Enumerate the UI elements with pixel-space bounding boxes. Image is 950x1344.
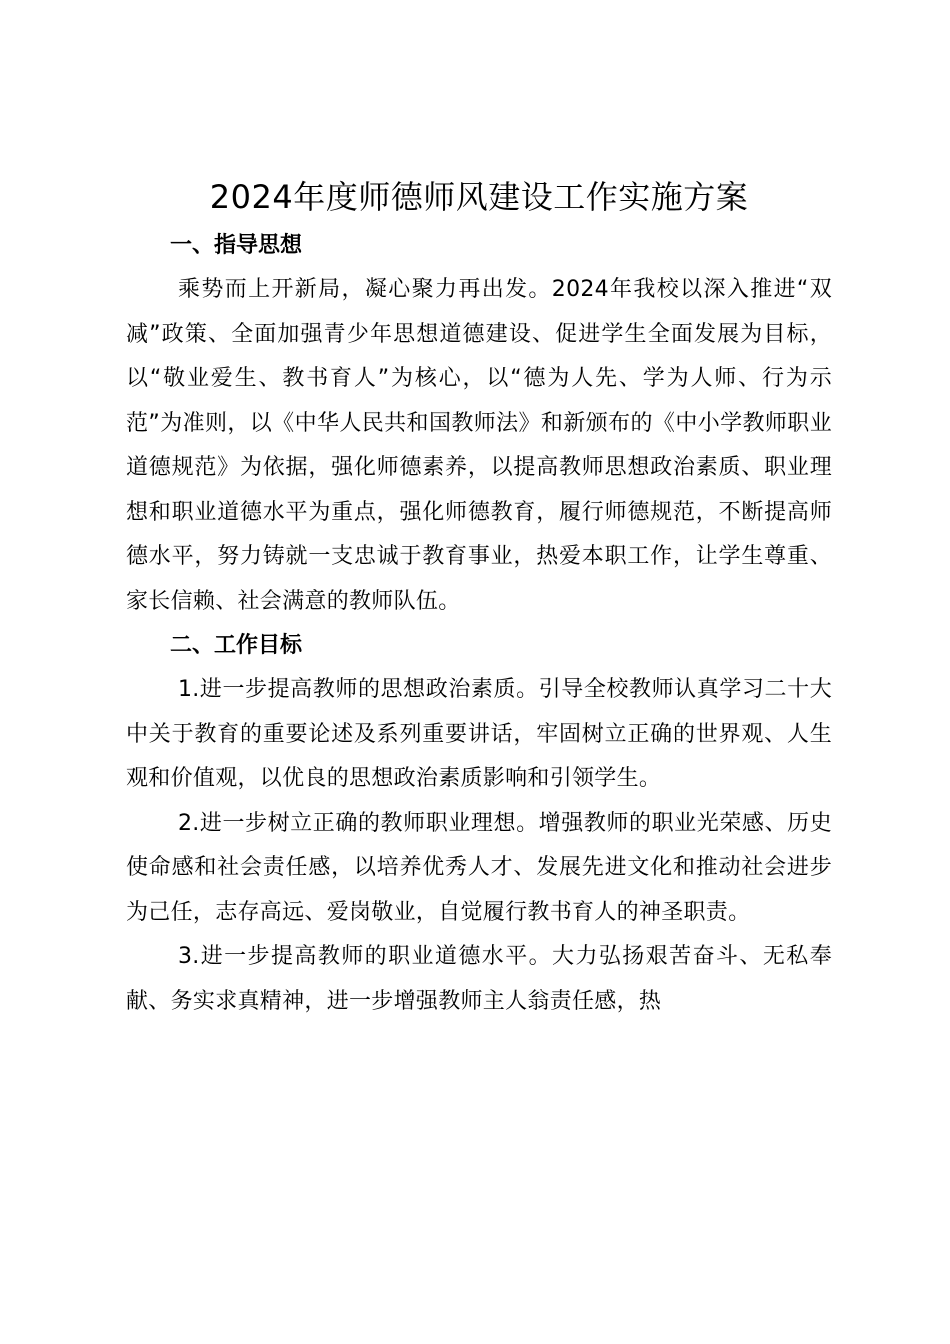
paragraph-goal-2: 2.进一步树立正确的教师职业理想。增强教师的职业光荣感、历史使命感和社会责任感，以培养优秀人才、发展先进文化和推动社会进步为己任，志存高远、爱岗敬业，自觉履行教书育人的神圣职责。 xyxy=(126,810,832,925)
document-body xyxy=(126,170,832,1024)
paragraph-goal-3: 3.进一步提高教师的职业道德水平。大力弘扬艰苦奋斗、无私奉献、务实求真精神，进一步增强教师主人翁责任感，热 xyxy=(126,944,832,1014)
section-heading-work-goals: 二、工作目标 xyxy=(170,633,303,658)
section-heading-guiding-ideology: 一、指导思想 xyxy=(170,233,303,258)
paragraph-guiding-ideology: 乘势而上开新局，凝心聚力再出发。2024年我校以深入推进“双减”政策、全面加强青少年思想道德建设、促进学生全面发展为目标，以“敬业爱生、教书育人”为核心，以“德为人先、学为人师、行为示范”为准则，以《中华人民共和国教师法》和新颁布的《中小学教师职业道德规范》为依据，强化师德素养，以提高教师思想政治素质、职业理想和职业道德水平为重点，强化师德教育，履行师德规范，不断提高师德水平，努力铸就一支忠诚于教育事业，热爱本职工作，让学生尊重、家长信赖、社会满意的教师队伍。 xyxy=(126,277,832,614)
document-title: 2024年度师德师风建设工作实施方案 xyxy=(209,178,749,216)
paragraph-goal-1: 1.进一步提高教师的思想政治素质。引导全校教师认真学习二十大中关于教育的重要论述及系列重要讲话，牢固树立正确的世界观、人生观和价值观，以优良的思想政治素质影响和引领学生。 xyxy=(126,677,832,791)
